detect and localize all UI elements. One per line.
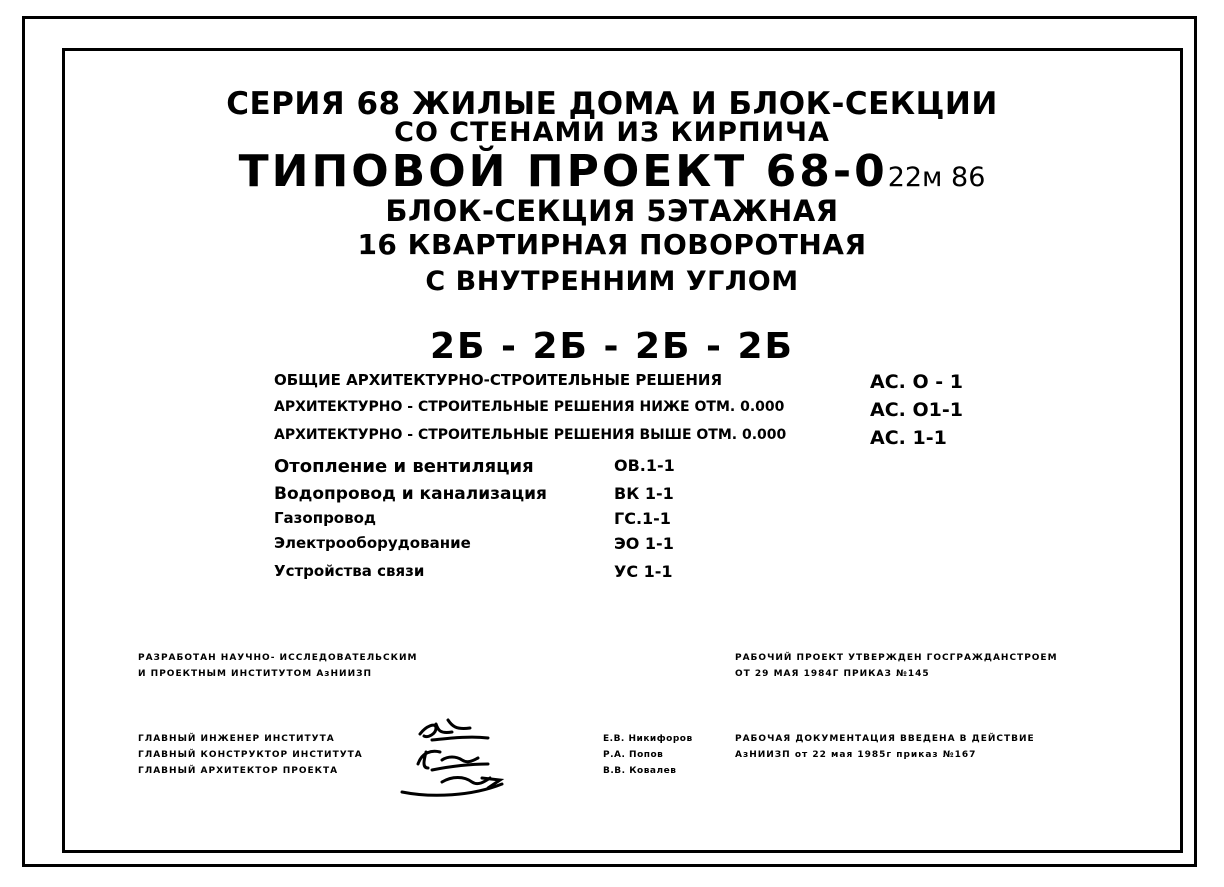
contents-item-code: ОВ.1-1 (614, 456, 675, 475)
project-title-suffix: 22м 86 (887, 162, 986, 193)
signature-role: ГЛАВНЫЙ АРХИТЕКТОР ПРОЕКТА (138, 766, 339, 776)
contents-item-title: АРХИТЕКТУРНО - СТРОИТЕЛЬНЫЕ РЕШЕНИЯ НИЖЕ ОТМ. 0.000 (274, 399, 785, 415)
signature-role: ГЛАВНЫЙ ИНЖЕНЕР ИНСТИТУТА (138, 734, 335, 744)
contents-item-title: Электрооборудование (274, 534, 471, 552)
developer-note (138, 650, 418, 682)
section-index: 2Б - 2Б - 2Б - 2Б (430, 326, 794, 367)
enactment-note (735, 731, 1035, 763)
enactment-line2: АзНИИЗП от 22 мая 1985г приказ №167 (735, 750, 977, 760)
contents-item-title: ОБЩИЕ АРХИТЕКТУРНО-СТРОИТЕЛЬНЫЕ РЕШЕНИЯ (274, 371, 723, 389)
contents-item-code: УС 1-1 (614, 562, 673, 581)
contents-item-code: ВК 1-1 (614, 484, 674, 503)
contents-item-title: Устройства связи (274, 562, 425, 580)
series-title-line1: СЕРИЯ 68 ЖИЛЫЕ ДОМА И БЛОК-СЕКЦИИ (226, 86, 998, 122)
signature-roles (138, 731, 363, 779)
developer-line2: И ПРОЕКТНЫМ ИНСТИТУТОМ АзНИИЗП (138, 669, 373, 679)
contents-item-title: Отопление и вентиляция (274, 456, 534, 477)
block-title-line2: 16 КВАРТИРНАЯ ПОВОРОТНАЯ (357, 228, 867, 261)
contents-item-code: ГС.1-1 (614, 509, 671, 528)
contents-item-code: ЭО 1-1 (614, 534, 674, 553)
series-title-line2: СО СТЕНАМИ ИЗ КИРПИЧА (394, 117, 830, 148)
block-title-line3: С ВНУТРЕННИМ УГЛОМ (425, 266, 799, 297)
enactment-line1: РАБОЧАЯ ДОКУМЕНТАЦИЯ ВВЕДЕНА В ДЕЙСТВИЕ (735, 734, 1035, 744)
signature-name: Р.А. Попов (603, 750, 664, 760)
contents-item-title: Водопровод и канализация (274, 484, 547, 504)
project-title (0, 146, 1224, 197)
contents-item-title: АРХИТЕКТУРНО - СТРОИТЕЛЬНЫЕ РЕШЕНИЯ ВЫШЕ ОТМ. 0.000 (274, 427, 787, 443)
contents-item-code: АС. О1-1 (870, 399, 963, 421)
developer-line1: РАЗРАБОТАН НАУЧНО- ИССЛЕДОВАТЕЛЬСКИМ (138, 653, 418, 663)
block-title-line1: БЛОК-СЕКЦИЯ 5ЭТАЖНАЯ (385, 194, 839, 228)
contents-item-title: Газопровод (274, 509, 377, 527)
approval-line1: РАБОЧИЙ ПРОЕКТ УТВЕРЖДЕН ГОСГРАЖДАНСТРОЕМ (735, 653, 1058, 663)
project-title-main: ТИПОВОЙ ПРОЕКТ 68-0 (238, 146, 888, 197)
approval-line2: ОТ 29 МАЯ 1984Г ПРИКАЗ №145 (735, 669, 930, 679)
signature-name: Е.В. Никифоров (603, 734, 693, 744)
handwritten-signatures-icon (392, 712, 602, 802)
approval-note (735, 650, 1058, 682)
contents-item-code: АС. 1-1 (870, 427, 947, 449)
contents-item-code: АС. О - 1 (870, 371, 963, 393)
signature-name: В.В. Ковалев (603, 766, 677, 776)
signature-role: ГЛАВНЫЙ КОНСТРУКТОР ИНСТИТУТА (138, 750, 363, 760)
